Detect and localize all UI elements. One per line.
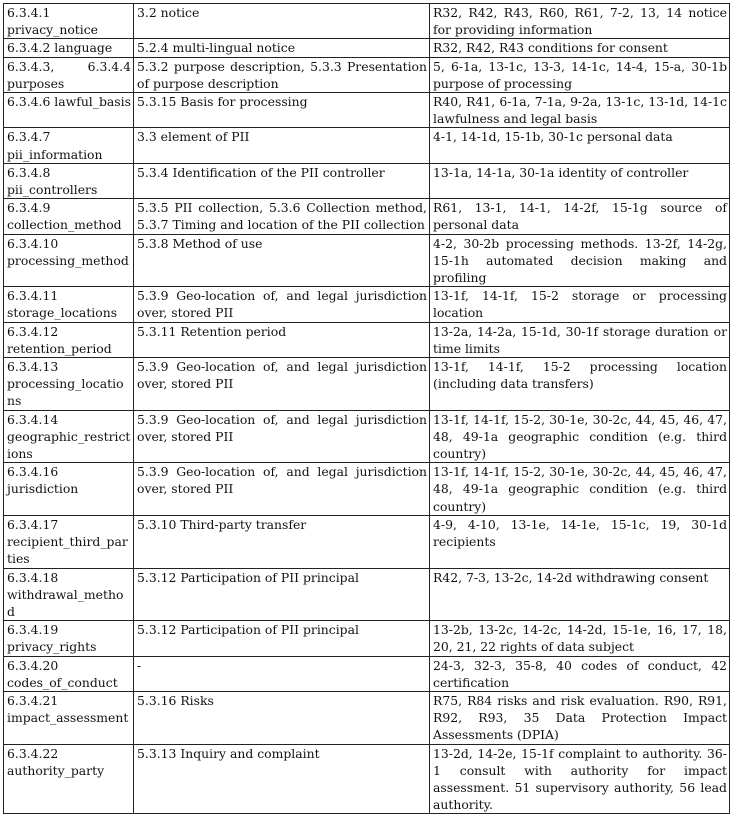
table-row [4,322,730,357]
table-row [4,744,730,814]
iso-clause-cell: 3.3 element of PII [134,128,430,163]
field-cell: 6.3.4.6 lawful_basis [4,93,134,128]
field-cell: 6.3.4.22 authority_party [4,744,134,814]
table-row [4,234,730,287]
gdpr-reference-cell: R40, R41, 6-1a, 7-1a, 9-2a, 13-1c, 13-1d, 14-1c lawfulness and legal basis [430,93,730,128]
table-row [4,358,730,411]
field-cell: 6.3.4.19 privacy_rights [4,621,134,656]
table-row [4,163,730,198]
table-row [4,57,730,92]
gdpr-reference-cell: 13-1f, 14-1f, 15-2, 30-1e, 30-2c, 44, 45, 46, 47, 48, 49-1a geographic condition (e.g. third country) [430,410,730,463]
gdpr-reference-cell: R75, R84 risks and risk evaluation. R90, R91, R92, R93, 35 Data Protection Impact Assessments (DPIA) [430,691,730,744]
table-row [4,621,730,656]
table-row [4,4,730,39]
field-cell: 6.3.4.13 processing_locations [4,358,134,411]
field-cell: 6.3.4.2 language [4,39,134,57]
field-cell: 6.3.4.1 privacy_notice [4,4,134,39]
gdpr-reference-cell: 5, 6-1a, 13-1c, 13-3, 14-1c, 14-4, 15-a, 30-1b purpose of processing [430,57,730,92]
iso-clause-cell: 5.3.9 Geo-location of, and legal jurisdiction over, stored PII [134,463,430,516]
table-row [4,128,730,163]
iso-clause-cell: 5.3.15 Basis for processing [134,93,430,128]
field-cell: 6.3.4.3, 6.3.4.4 purposes [4,57,134,92]
iso-clause-cell: 5.3.12 Participation of PII principal [134,568,430,621]
iso-clause-cell: 5.3.16 Risks [134,691,430,744]
field-cell: 6.3.4.20 codes_of_conduct [4,656,134,691]
gdpr-reference-cell: 13-1f, 14-1f, 15-2 processing location (including data transfers) [430,358,730,411]
gdpr-reference-cell: 13-2d, 14-2e, 15-1f complaint to authority. 36-1 consult with authority for impact assessment. 51 supervisory authority, 56 lead authority. [430,744,730,814]
table-row [4,568,730,621]
gdpr-reference-cell: 13-1f, 14-1f, 15-2, 30-1e, 30-2c, 44, 45, 46, 47, 48, 49-1a geographic condition (e.g. third country) [430,463,730,516]
gdpr-reference-cell: 4-9, 4-10, 13-1e, 14-1e, 15-1c, 19, 30-1d recipients [430,515,730,568]
gdpr-reference-cell: R42, 7-3, 13-2c, 14-2d withdrawing consent [430,568,730,621]
field-cell: 6.3.4.16 jurisdiction [4,463,134,516]
iso-clause-cell: 5.3.4 Identification of the PII controller [134,163,430,198]
field-cell: 6.3.4.17 recipient_third_parties [4,515,134,568]
gdpr-reference-cell: 4-1, 14-1d, 15-1b, 30-1c personal data [430,128,730,163]
table-row [4,199,730,234]
iso-clause-cell: 3.2 notice [134,4,430,39]
field-cell: 6.3.4.7 pii_information [4,128,134,163]
field-cell: 6.3.4.9 collection_method [4,199,134,234]
table-row [4,656,730,691]
gdpr-reference-cell: 24-3, 32-3, 35-8, 40 codes of conduct, 42 certification [430,656,730,691]
table-row [4,39,730,57]
gdpr-reference-cell: R32, R42, R43 conditions for consent [430,39,730,57]
field-cell: 6.3.4.10 processing_method [4,234,134,287]
field-cell: 6.3.4.21 impact_assessment [4,691,134,744]
gdpr-reference-cell: 13-2a, 14-2a, 15-1d, 30-1f storage duration or time limits [430,322,730,357]
table-row [4,93,730,128]
iso-clause-cell: 5.3.10 Third-party transfer [134,515,430,568]
field-cell: 6.3.4.14 geographic_restrictions [4,410,134,463]
iso-clause-cell: - [134,656,430,691]
field-cell: 6.3.4.12 retention_period [4,322,134,357]
iso-clause-cell: 5.3.12 Participation of PII principal [134,621,430,656]
field-cell: 6.3.4.18 withdrawal_method [4,568,134,621]
table-row [4,410,730,463]
gdpr-reference-cell: R32, R42, R43, R60, R61, 7-2, 13, 14 notice for providing information [430,4,730,39]
iso-clause-cell: 5.3.9 Geo-location of, and legal jurisdiction over, stored PII [134,410,430,463]
gdpr-reference-cell: R61, 13-1, 14-1, 14-2f, 15-1g source of personal data [430,199,730,234]
iso-clause-cell: 5.3.5 PII collection, 5.3.6 Collection method, 5.3.7 Timing and location of the PII collection [134,199,430,234]
iso-clause-cell: 5.3.13 Inquiry and complaint [134,744,430,814]
iso-clause-cell: 5.2.4 multi-lingual notice [134,39,430,57]
mapping-table-body [4,4,730,814]
iso-clause-cell: 5.3.8 Method of use [134,234,430,287]
table-row [4,515,730,568]
field-cell: 6.3.4.11 storage_locations [4,287,134,322]
gdpr-reference-cell: 13-1a, 14-1a, 30-1a identity of controller [430,163,730,198]
iso-clause-cell: 5.3.11 Retention period [134,322,430,357]
gdpr-reference-cell: 4-2, 30-2b processing methods. 13-2f, 14-2g, 15-1h automated decision making and profiling [430,234,730,287]
gdpr-reference-cell: 13-1f, 14-1f, 15-2 storage or processing location [430,287,730,322]
gdpr-reference-cell: 13-2b, 13-2c, 14-2c, 14-2d, 15-1e, 16, 17, 18, 20, 21, 22 rights of data subject [430,621,730,656]
iso-clause-cell: 5.3.9 Geo-location of, and legal jurisdiction over, stored PII [134,287,430,322]
iso-clause-cell: 5.3.9 Geo-location of, and legal jurisdiction over, stored PII [134,358,430,411]
table-row [4,463,730,516]
field-cell: 6.3.4.8 pii_controllers [4,163,134,198]
iso-clause-cell: 5.3.2 purpose description, 5.3.3 Presentation of purpose description [134,57,430,92]
table-row [4,691,730,744]
table-row [4,287,730,322]
mapping-table [3,3,730,814]
